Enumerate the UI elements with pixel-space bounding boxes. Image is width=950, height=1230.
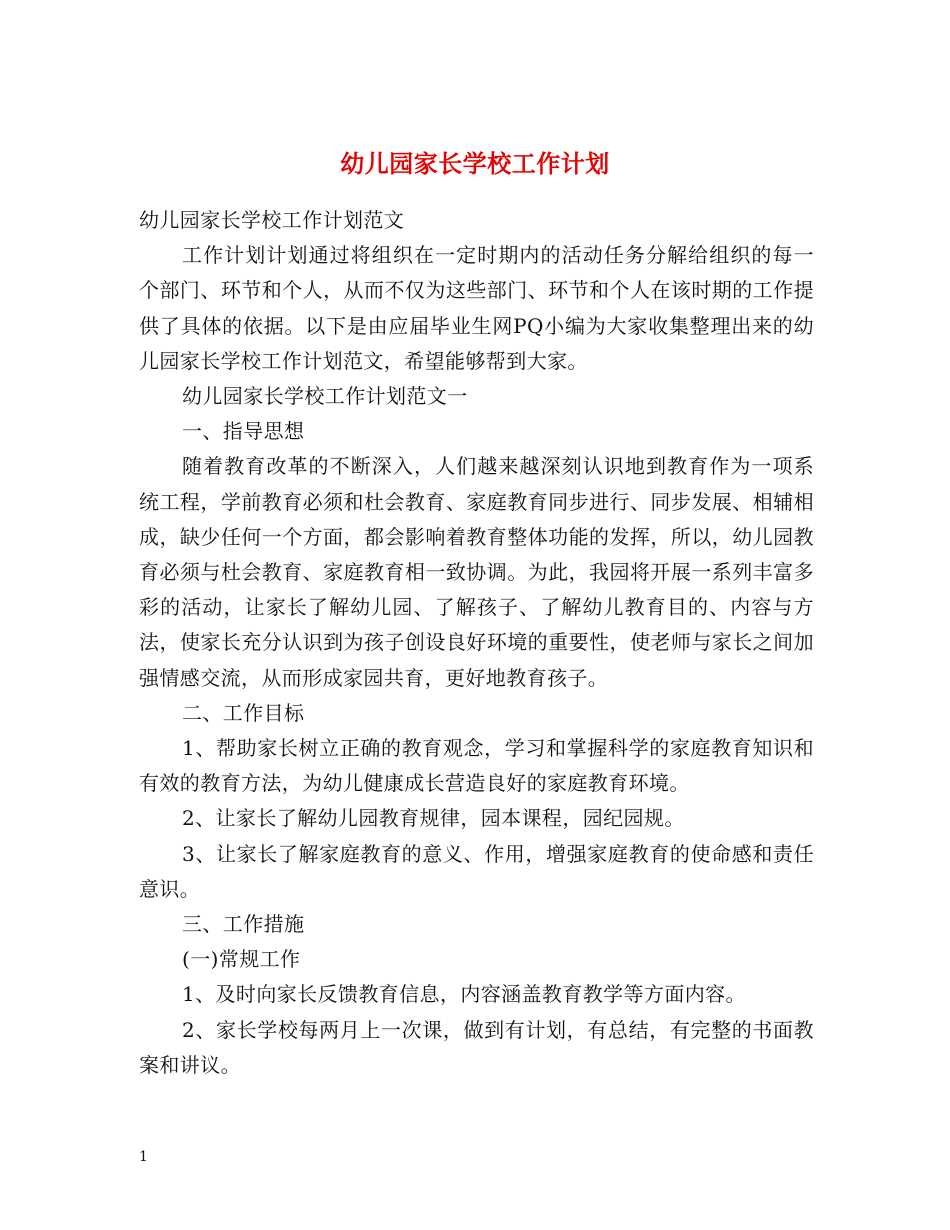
body-paragraph: 3、让家长了解家庭教育的意义、作用，增强家庭教育的使命感和责任意识。 xyxy=(139,841,814,901)
body-paragraph: 2、让家长了解幼儿园教育规律，园本课程，园纪园规。 xyxy=(182,806,685,831)
page-number: 1 xyxy=(139,1149,148,1165)
body-paragraph: 1、帮助家长树立正确的教育观念，学习和掌握科学的家庭教育知识和有效的教育方法，为幼儿健康成长营造良好的家庭教育环境。 xyxy=(139,736,814,796)
body-paragraph: 1、及时向家长反馈教育信息，内容涵盖教育教学等方面内容。 xyxy=(182,982,746,1007)
page-title: 幼儿园家长学校工作计划 xyxy=(340,149,610,179)
body-paragraph: 二、工作目标 xyxy=(182,700,305,725)
body-paragraph: (一)常规工作 xyxy=(182,947,301,972)
document-body xyxy=(139,203,814,1083)
body-paragraph: 随着教育改革的不断深入，人们越来越深刻认识地到教育作为一项系统工程，学前教育必须和杜会教育、家庭教育同步进行、同步发展、相辅相成，缺少任何一个方面，都会影响着教育整体功能的发挥，所以，幼儿园教育必须与杜会教育、家庭教育相一致协调。为此，我园将开展一系列丰富多彩的活动，让家长了解幼儿园、了解孩子、了解幼儿教育目的、内容与方法，使家长充分认识到为孩子创设良好环境的重要性，使老师与家长之间加强情感交流，从而形成家园共育，更好地教育孩子。 xyxy=(139,454,814,690)
body-paragraph: 一、指导思想 xyxy=(182,419,305,444)
body-paragraph: 三、工作措施 xyxy=(182,912,305,937)
body-paragraph: 工作计划计划通过将组织在一定时期内的活动任务分解给组织的每一个部门、环节和个人，从而不仅为这些部门、环节和个人在该时期的工作提供了具体的依据。以下是由应届毕业生网PQ小编为大家收集整理出来的幼儿园家长学校工作计划范文，希望能够帮到大家。 xyxy=(139,243,814,373)
body-paragraph: 2、家长学校每两月上一次课，做到有计划，有总结，有完整的书面教案和讲议。 xyxy=(139,1017,814,1077)
body-paragraph: 幼儿园家长学校工作计划范文 xyxy=(139,208,405,232)
body-paragraph: 幼儿园家长学校工作计划范文一 xyxy=(182,384,468,409)
